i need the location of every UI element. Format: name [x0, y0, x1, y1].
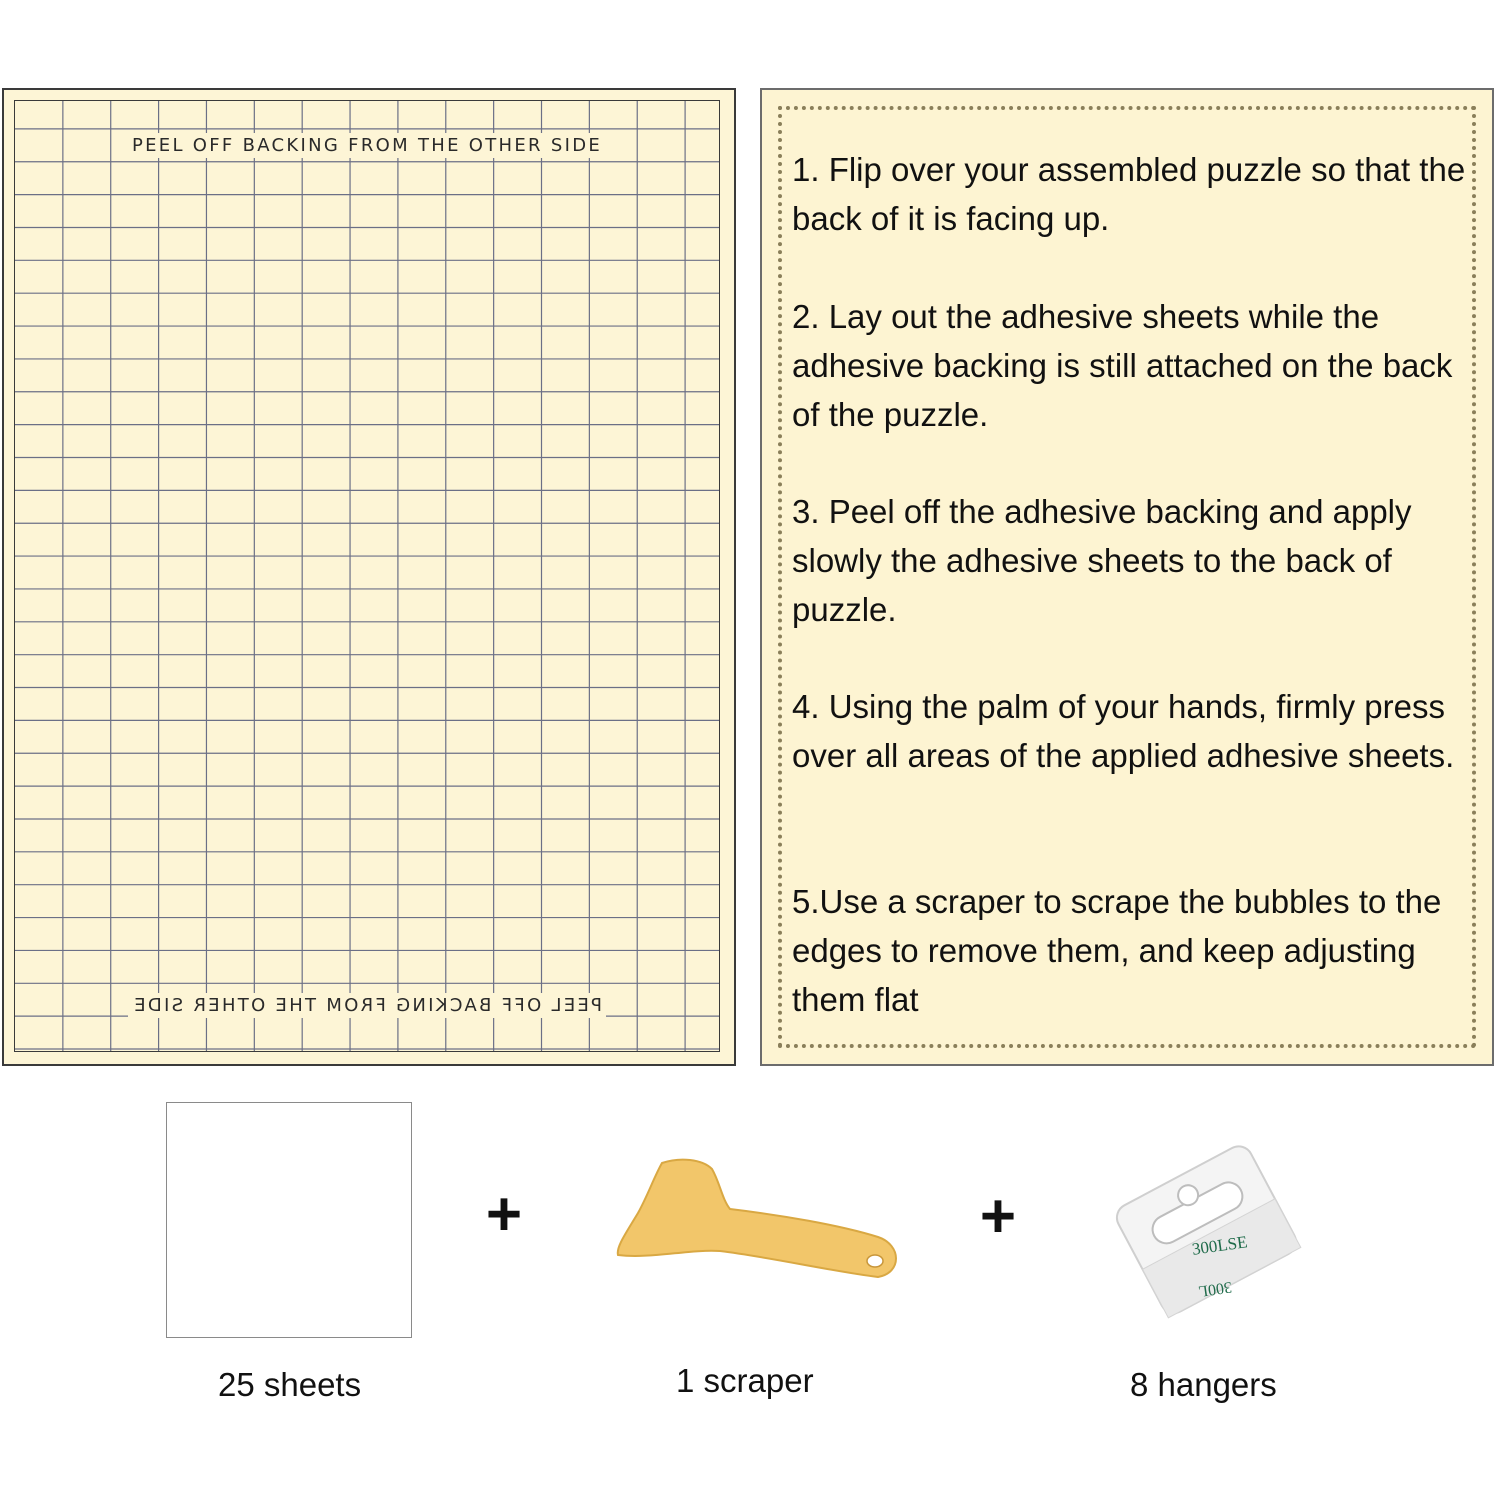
- plus-icon: +: [485, 1180, 523, 1249]
- sheets-item-image: [166, 1102, 412, 1338]
- peel-off-text-top: [15, 135, 719, 156]
- instruction-step-2: 2. Lay out the adhesive sheets while the adhesive backing is still attached on the back of the puzzle.: [792, 298, 1453, 433]
- instruction-step-3: 3. Peel off the adhesive backing and apply slowly the adhesive sheets to the back of puzzle.: [792, 493, 1412, 628]
- adhesive-sheet-illustration: [2, 88, 736, 1066]
- plus-icon: +: [979, 1182, 1017, 1251]
- instruction-step-1: 1. Flip over your assembled puzzle so that the back of it is facing up.: [792, 151, 1466, 237]
- hanger-tape-text-flipped: 300L: [1197, 1278, 1233, 1300]
- adhesive-sheet-grid-area: [14, 100, 720, 1052]
- instruction-step-5: 5.Use a scraper to scrape the bubbles to the edges to remove them, and keep adjusting them flat: [792, 883, 1442, 1018]
- grid-lines: [15, 101, 719, 1051]
- sheets-label: 25 sheets: [218, 1366, 362, 1403]
- peel-off-text-bottom-label: PEEL OFF BACKING FROM THE OTHER SIDE: [128, 993, 606, 1018]
- peel-off-text-top-label: PEEL OFF BACKING FROM THE OTHER SIDE: [128, 133, 606, 158]
- instructions-panel: [760, 88, 1494, 1066]
- hangers-label: 8 hangers: [1130, 1366, 1277, 1403]
- hanger-icon: [1100, 1135, 1310, 1320]
- scraper-icon: [610, 1155, 905, 1285]
- scraper-hole: [867, 1255, 883, 1267]
- scraper-label: 1 scraper: [676, 1362, 814, 1399]
- hanger-tape-text: 300LSE: [1190, 1232, 1249, 1259]
- instruction-step-4: 4. Using the palm of your hands, firmly press over all areas of the applied adhesive sheets.: [792, 688, 1455, 774]
- peel-off-text-bottom: [15, 995, 719, 1016]
- scraper-shape: [618, 1160, 896, 1277]
